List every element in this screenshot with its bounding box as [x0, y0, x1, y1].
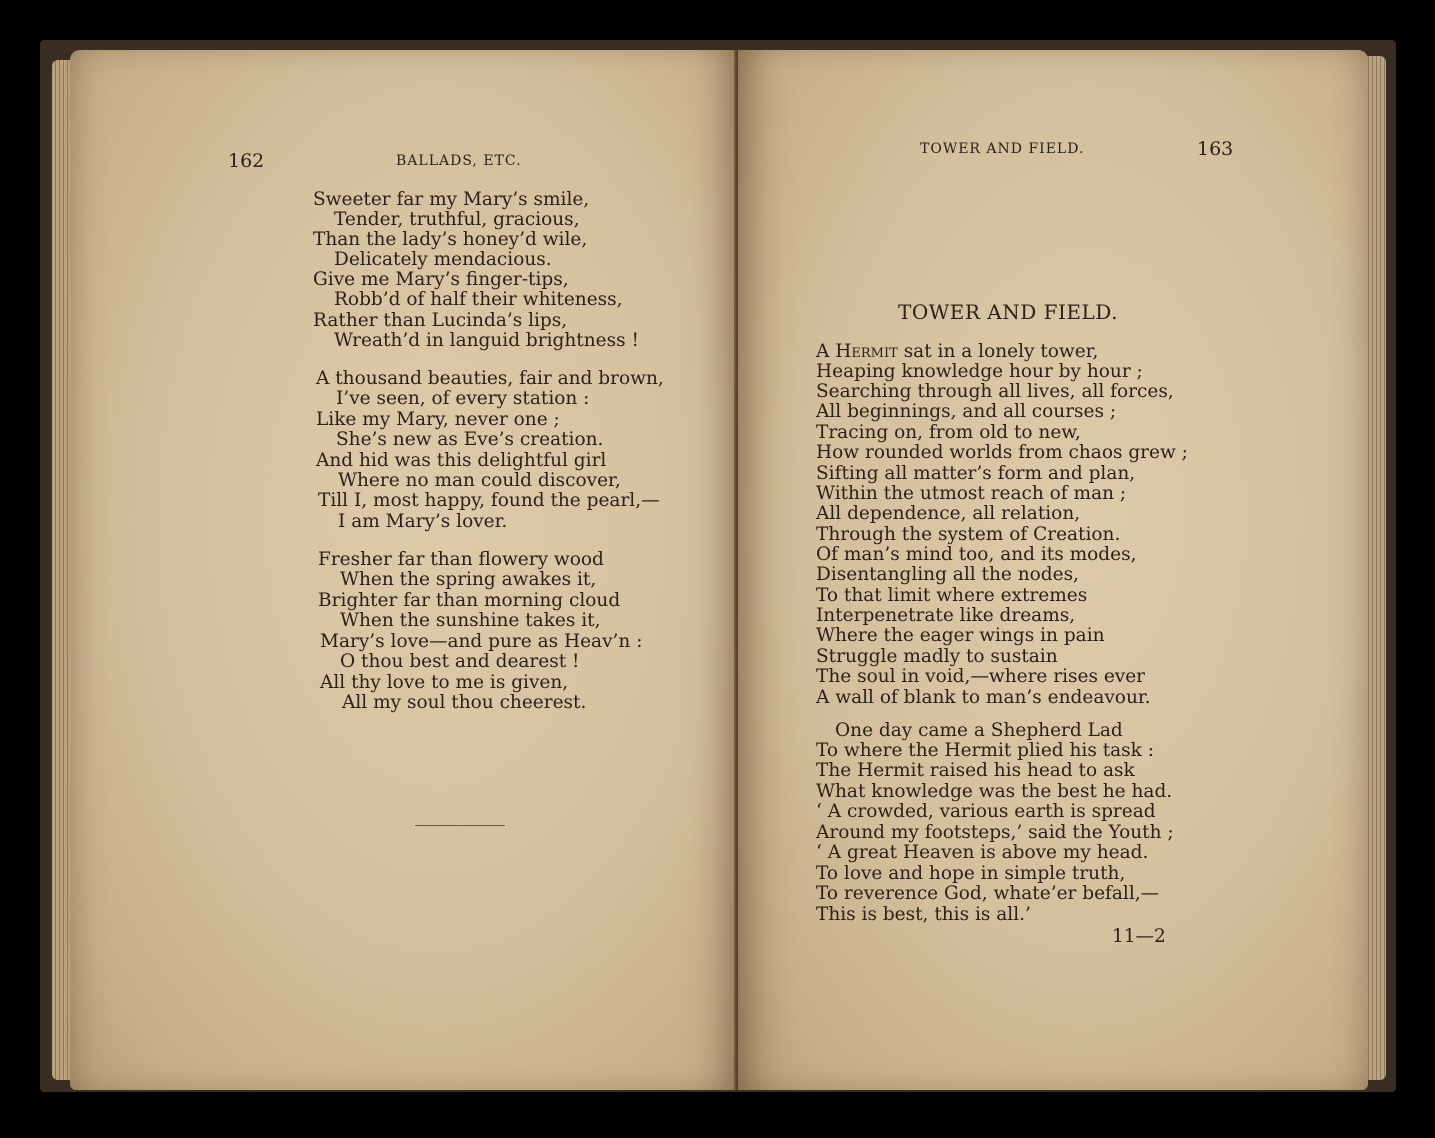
verse-line: Struggle madly to sustain [816, 646, 1058, 667]
verse-line: To that limit where extremes [816, 585, 1088, 606]
verse-line: Where no man could discover, [338, 470, 621, 491]
verse-line: Brighter far than morning cloud [318, 590, 621, 611]
running-head-right: TOWER AND FIELD. [920, 141, 1085, 157]
verse-line: All beginnings, and all courses ; [816, 401, 1117, 422]
poem-title: TOWER AND FIELD. [898, 300, 1118, 324]
verse-line: And hid was this delightful girl [316, 450, 607, 471]
verse-line: Disentangling all the nodes, [816, 564, 1079, 585]
verse-line: Robb’d of half their whiteness, [334, 289, 623, 310]
verse-line: Within the utmost reach of man ; [816, 483, 1127, 504]
verse-line: She’s new as Eve’s creation. [336, 429, 604, 450]
verse-line: When the spring awakes it, [340, 569, 597, 590]
verse-line: All dependence, all relation, [816, 503, 1081, 524]
verse-line: Mary’s love—and pure as Heav’n : [320, 631, 643, 652]
signature-mark: 11—2 [1112, 926, 1166, 947]
verse-line: Till I, most happy, found the pearl,— [318, 490, 660, 511]
first-line-rest: sat in a lonely tower, [903, 341, 1099, 362]
verse-line: Sweeter far my Mary’s smile, [313, 189, 590, 210]
verse-line: Heaping knowledge hour by hour ; [816, 361, 1143, 382]
running-head-left: BALLADS, ETC. [396, 153, 522, 169]
verse-line: What knowledge was the best he had. [816, 781, 1173, 802]
verse-line: This is best, this is all.’ [816, 904, 1031, 925]
verse-line: Delicately mendacious. [334, 249, 552, 270]
first-word: A [816, 341, 830, 362]
verse-line: A thousand beauties, fair and brown, [316, 368, 664, 389]
verse-line-first [816, 342, 1098, 362]
verse-line: Through the system of Creation. [816, 524, 1121, 545]
verse-line: Of man’s mind too, and its modes, [816, 544, 1137, 565]
verse-line: One day came a Shepherd Lad [835, 720, 1123, 741]
verse-line: Where the eager wings in pain [816, 625, 1105, 646]
verse-line: Like my Mary, never one ; [316, 409, 560, 430]
verse-line: To reverence God, whate’er befall,— [816, 883, 1160, 904]
verse-line: The Hermit raised his head to ask [816, 760, 1135, 781]
verse-line: When the sunshine takes it, [340, 610, 601, 631]
verse-line: All thy love to me is given, [320, 672, 569, 693]
first-word-smallcaps: Hermit [835, 341, 898, 362]
verse-line: I am Mary’s lover. [338, 511, 508, 532]
verse-line: Tender, truthful, gracious, [334, 209, 580, 230]
verse-line: ‘ A crowded, various earth is spread [816, 801, 1156, 822]
verse-line: Around my footsteps,’ said the Youth ; [816, 822, 1174, 843]
section-end-rule [415, 825, 505, 826]
verse-line: To where the Hermit plied his task : [816, 740, 1155, 761]
verse-line: Sifting all matter’s form and plan, [816, 463, 1136, 484]
page-number-left: 162 [228, 150, 265, 172]
verse-line: To love and hope in simple truth, [816, 863, 1126, 884]
verse-line: How rounded worlds from chaos grew ; [816, 442, 1188, 463]
verse-line: ‘ A great Heaven is above my head. [816, 842, 1149, 863]
open-book [40, 40, 1396, 1092]
page-number-right: 163 [1197, 138, 1234, 160]
verse-line: Interpenetrate like dreams, [816, 605, 1076, 626]
verse-line: Give me Mary’s finger-tips, [313, 269, 569, 290]
verse-line: Wreath’d in languid brightness ! [334, 330, 639, 351]
verse-line: Rather than Lucinda’s lips, [313, 310, 568, 331]
verse-line: Searching through all lives, all forces, [816, 381, 1174, 402]
verse-line: All my soul thou cheerest. [342, 692, 587, 713]
verse-line: The soul in void,—where rises ever [816, 666, 1146, 687]
verse-line: I’ve seen, of every station : [336, 388, 590, 409]
verse-line: A wall of blank to man’s endeavour. [816, 687, 1151, 708]
verse-line: O thou best and dearest ! [340, 651, 580, 672]
verse-line: Than the lady’s honey’d wile, [313, 229, 588, 250]
verse-line: Fresher far than flowery wood [318, 549, 604, 570]
verse-line: Tracing on, from old to new, [816, 422, 1081, 443]
